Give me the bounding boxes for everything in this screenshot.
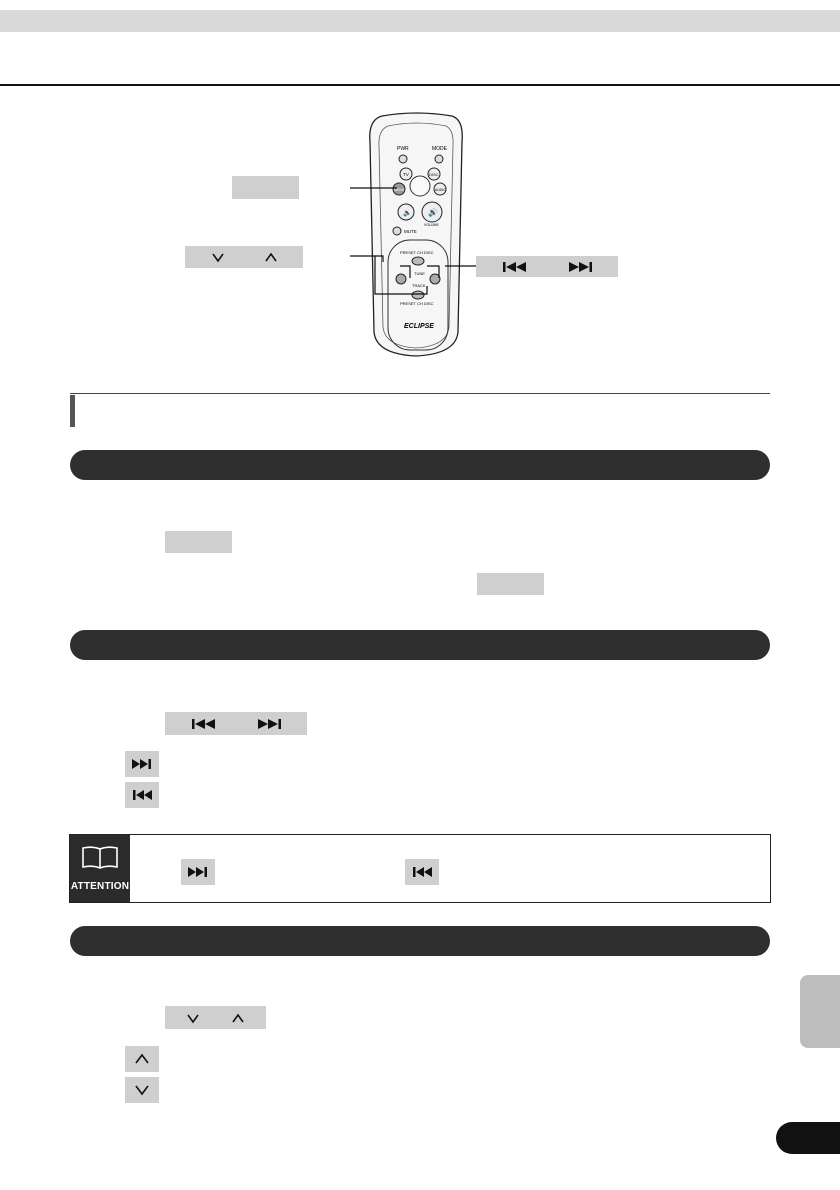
chevron-up-icon [125, 1046, 159, 1072]
tune-label: TUNE [414, 271, 425, 276]
menu-button-callout [232, 176, 299, 199]
skip-next-icon [125, 751, 159, 777]
skip-next-icon [181, 859, 215, 885]
svg-text:🔊: 🔊 [428, 208, 438, 217]
section-header-3 [70, 926, 770, 956]
section-header-2 [70, 630, 770, 660]
preset-up-down-callout [185, 246, 303, 268]
tv-label: TV [403, 172, 409, 177]
track-buttons-inline [165, 712, 307, 735]
chevron-up-icon [264, 251, 278, 263]
section-header-1 [70, 450, 770, 480]
skip-next-icon [255, 718, 283, 730]
svg-text:🔈: 🔈 [403, 209, 412, 217]
attention-badge [70, 835, 130, 902]
skip-previous-icon [125, 782, 159, 808]
skip-next-icon [566, 261, 594, 273]
disc-label: DISC [429, 172, 439, 177]
menu-label: MENU [394, 188, 405, 192]
audio-label: AUDIO [435, 188, 447, 192]
page-number-pill [776, 1122, 840, 1154]
preset-up-down-inline [165, 1006, 266, 1029]
preset-lower-label: PRESET CH DISC [400, 301, 434, 306]
chevron-down-icon [125, 1077, 159, 1103]
open-book-icon [80, 845, 120, 871]
track-label: TRACK [412, 283, 426, 288]
pwr-label: PWR [397, 146, 409, 152]
chapter-side-tab [800, 975, 840, 1048]
eclipse-logo: ECLIPSE [404, 323, 434, 330]
chevron-up-icon [231, 1012, 245, 1024]
skip-previous-icon [190, 718, 218, 730]
header-rule [0, 84, 840, 86]
subheading-rule [70, 393, 770, 394]
menu-button-inline-1 [165, 531, 232, 553]
header-band [0, 10, 840, 32]
skip-previous-icon [405, 859, 439, 885]
subheading-marker [70, 395, 75, 427]
attention-label: ATTENTION [70, 881, 130, 892]
callout-lines [300, 180, 500, 300]
preset-upper-label: PRESET CH DISC [400, 250, 434, 255]
chevron-down-icon [186, 1012, 200, 1024]
menu-button-inline-2 [477, 573, 544, 595]
skip-previous-icon [501, 261, 529, 273]
track-buttons-callout [476, 256, 618, 277]
mode-label: MODE [432, 146, 447, 152]
chevron-down-icon [211, 251, 225, 263]
volume-label: VOLUME [424, 223, 439, 227]
mute-label: MUTE [404, 229, 417, 234]
